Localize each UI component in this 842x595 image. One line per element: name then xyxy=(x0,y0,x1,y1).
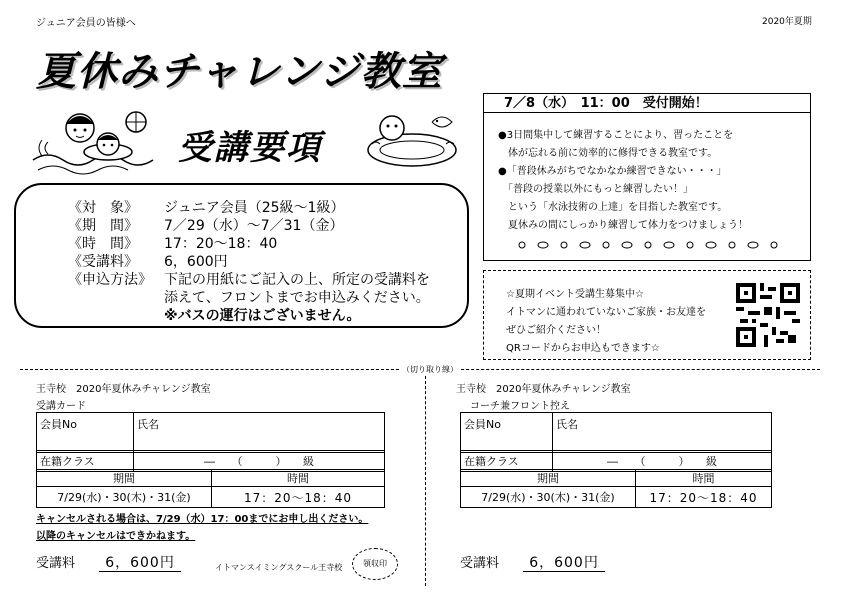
class-label: 在籍クラス xyxy=(37,451,134,472)
season-label: 2020年夏期 xyxy=(762,17,812,27)
right-card-type: コーチ兼フロント控え xyxy=(470,401,570,412)
period-value: 7/29(水)・30(木)・31(金) xyxy=(461,487,636,508)
cut-line-label: （切り取り線） xyxy=(402,365,458,374)
fee-value: 6，600円 xyxy=(523,555,605,572)
notice-line: 「普段の授業以外にもっと練習したい！」 xyxy=(498,184,693,195)
bus-note: ※バスの運行はございません。 xyxy=(164,308,361,324)
time-header: 時間 xyxy=(636,470,772,487)
event-line: ☆夏期イベント受講生募集中☆ xyxy=(506,289,644,300)
event-box xyxy=(483,270,811,360)
page-title: 夏休みチャレンジ教室 xyxy=(36,49,443,95)
right-fee xyxy=(460,552,605,572)
cancel-policy-2: 以降のキャンセルはできかねます。 xyxy=(36,531,196,542)
period-header: 期間 xyxy=(37,470,212,487)
course-info-box: 《対 象》 ジュニア会員（25級～1級） 《期 間》 7／29（水）～7／31（金） 《時 間》 17：20～18：40 《受講料》 6，600円 《申込方法》 下記の用紙にご記入の上、所定の受講料を 添えて、フロントまでお申込みください。 ※バスの運行はございません。 xyxy=(14,183,469,328)
right-card-schedule-table xyxy=(460,469,772,508)
notice-box xyxy=(483,93,811,261)
pool-animals-illustration xyxy=(362,104,462,172)
fee-label: 受講料 xyxy=(460,556,500,571)
swimming-kids-illustration xyxy=(28,100,168,178)
left-fee xyxy=(36,552,181,572)
left-card-school-title: 王寺校 2020年夏休みチャレンジ教室 xyxy=(36,384,211,395)
event-line: ぜひご紹介ください！ xyxy=(506,325,606,336)
name-field[interactable]: 氏名 xyxy=(134,413,385,453)
class-label: 在籍クラス xyxy=(461,451,553,472)
vertical-cut-line xyxy=(425,376,426,586)
name-field[interactable]: 氏名 xyxy=(553,413,772,453)
time-value: 17：20～18：40 xyxy=(636,487,772,508)
class-field[interactable]: ― （ ） 級 xyxy=(553,451,772,472)
qr-code[interactable] xyxy=(736,283,800,347)
left-card-type: 受講カード xyxy=(36,401,86,412)
greeting: ジュニア会員の皆様へ xyxy=(36,18,136,29)
receipt-stamp: 領収印 xyxy=(352,548,398,580)
member-no-field[interactable]: 会員No xyxy=(461,413,553,453)
info-apply-continued: 添えて、フロントまでお申込みください。 xyxy=(164,290,430,306)
event-line: イトマンに通われていないご家族・お友達を xyxy=(506,307,706,318)
period-value: 7/29(水)・30(木)・31(金) xyxy=(37,487,212,508)
school-name: イトマンスイミングスクール王寺校 xyxy=(215,563,343,572)
notice-line: 体が忘れる前に効率的に修得できる教室です。 xyxy=(498,148,718,159)
left-card-schedule-table xyxy=(36,469,385,508)
page-subtitle: 受講要項 xyxy=(178,128,322,168)
fee-value: 6，600円 xyxy=(99,555,181,572)
notice-line: という「水泳技術の上達」を目指した教室です。 xyxy=(498,202,728,213)
notice-line: 夏休みの間にしっかり練習して体力をつけましょう！ xyxy=(498,220,748,231)
notice-line: ●3日間集中して練習することにより、習ったことを xyxy=(498,130,734,141)
time-value: 17：20～18：40 xyxy=(212,487,385,508)
period-header: 期間 xyxy=(461,470,636,487)
right-card-school-title: 王寺校 2020年夏休みチャレンジ教室 xyxy=(456,384,631,395)
time-header: 時間 xyxy=(212,470,385,487)
decorative-border xyxy=(514,238,794,252)
notice-line: ●「普段休みがちでなかなか練習できない・・・」 xyxy=(498,166,727,177)
class-field[interactable]: ― （ ） 級 xyxy=(134,451,385,472)
right-card-member-table xyxy=(460,412,772,453)
member-no-field[interactable]: 会員No xyxy=(37,413,134,453)
event-line: QRコードからお申込もできます☆ xyxy=(506,343,660,354)
cancel-policy: キャンセルされる場合は、7/29（水）17：00までにお申し出ください。 xyxy=(36,514,369,525)
fee-label: 受講料 xyxy=(36,556,76,571)
registration-start: 7／8（水） 11：00 受付開始！ xyxy=(484,94,810,113)
left-card-member-table xyxy=(36,412,385,453)
